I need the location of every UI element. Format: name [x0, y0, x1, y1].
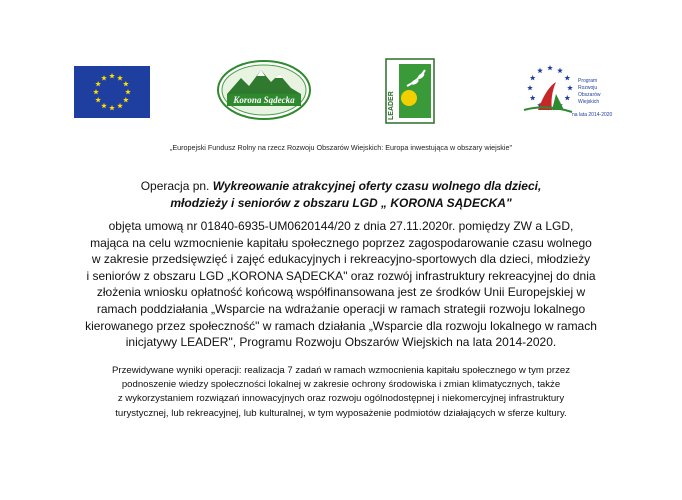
- prow-star-icon: [530, 95, 536, 100]
- operation-title-part-1: Wykreowanie atrakcyjnej oferty czasu wolnego dla dzieci,: [212, 179, 542, 193]
- prow-star-icon: [564, 95, 570, 100]
- operation-heading: [60, 178, 622, 212]
- contract-line: kierowanego przez społeczność" w ramach działania „Wsparcie dla rozwoju lokalnego w ramach: [85, 318, 597, 333]
- operation-heading-line-1: [60, 178, 622, 195]
- program-motto: „Europejski Fundusz Rolny na rzecz Rozwoju Obszarów Wiejskich: Europa inwestująca w obszary wiejskie": [169, 143, 513, 152]
- contract-line: w zakresie przedsięwzięć i zajęć edukacyjnych i rekreacyjno-sportowych dla dzieci, młodzieży: [91, 252, 591, 267]
- prow-star-icon: [567, 85, 573, 90]
- prow-logo-line-1: Program: [578, 78, 598, 84]
- contract-line: i seniorów z obszaru LGD „KORONA SĄDECKA" oraz rozwój infrastruktury rekreacyjnej do dnia: [86, 268, 596, 283]
- eu-flag-logo: [74, 66, 150, 118]
- prow-2014-2020-logo: [516, 60, 626, 122]
- prow-star-icon: [557, 68, 563, 73]
- results-line: Przewidywane wyniki operacji: realizacja 7 zadań w ramach wzmocnienia kapitału społecznego w tym przez: [111, 365, 571, 376]
- contract-paragraph: [50, 218, 632, 351]
- contract-line: objęta umową nr 01840-6935-UM0620144/20 z dnia 27.11.2020r. pomiędzy ZW a LGD,: [108, 219, 574, 233]
- contract-line: złożenia wniosku opłatność końcową współfinansowana jest ze środków Unii Europejskiej w: [96, 285, 586, 300]
- korona-sadecka-logo: [217, 60, 311, 120]
- prow-star-icon: [527, 85, 533, 90]
- operation-title-part-2: młodzieży i seniorów z obszaru LGD „ KORONA SĄDECKA": [170, 196, 512, 210]
- prow-logo-line-2: Rozwoju: [578, 85, 598, 91]
- prow-logo-line-5: na lata 2014-2020: [572, 112, 613, 118]
- expected-results-paragraph: [55, 364, 627, 421]
- contract-line: mająca na celu wzmocnienie kapitału społecznego poprzez zagospodarowanie czasu wolnego: [90, 235, 592, 250]
- contract-line: ramach poddziałania „Wsparcie na wdrażanie operacji w ramach strategii rozwoju lokalnego: [96, 301, 586, 316]
- logo-bar: [0, 58, 682, 128]
- leader-logo-text: LEADER: [388, 91, 395, 120]
- prow-star-icon: [537, 68, 543, 73]
- operation-prefix: Operacja pn.: [140, 179, 213, 193]
- prow-logo-line-3: Obszarów: [578, 92, 601, 98]
- results-line: z wykorzystaniem rozwiązań innowacyjnych oraz rozwoju ogólnodostępnej i niekomercyjnej infrastruktury: [117, 393, 565, 405]
- results-line: turystycznej, lub rekreacyjnej, lub kulturalnej, w tym wyposażenie podmiotów działających w sferze kultury.: [115, 407, 567, 419]
- prow-logo-line-4: Wiejskich: [578, 99, 600, 105]
- korona-logo-text: Korona Sądecka: [233, 95, 295, 105]
- contract-line: inicjatywy LEADER", Programu Rozwoju Obszarów Wiejskich na lata 2014-2020.: [125, 335, 557, 350]
- leader-logo: [385, 58, 435, 124]
- prow-star-icon: [547, 65, 553, 70]
- results-line: podnoszenie wiedzy społeczności lokalnej w zakresie ochrony środowiska i zmian klimatycznych, także: [121, 379, 561, 391]
- prow-star-icon: [530, 75, 536, 80]
- prow-star-icon: [564, 75, 570, 80]
